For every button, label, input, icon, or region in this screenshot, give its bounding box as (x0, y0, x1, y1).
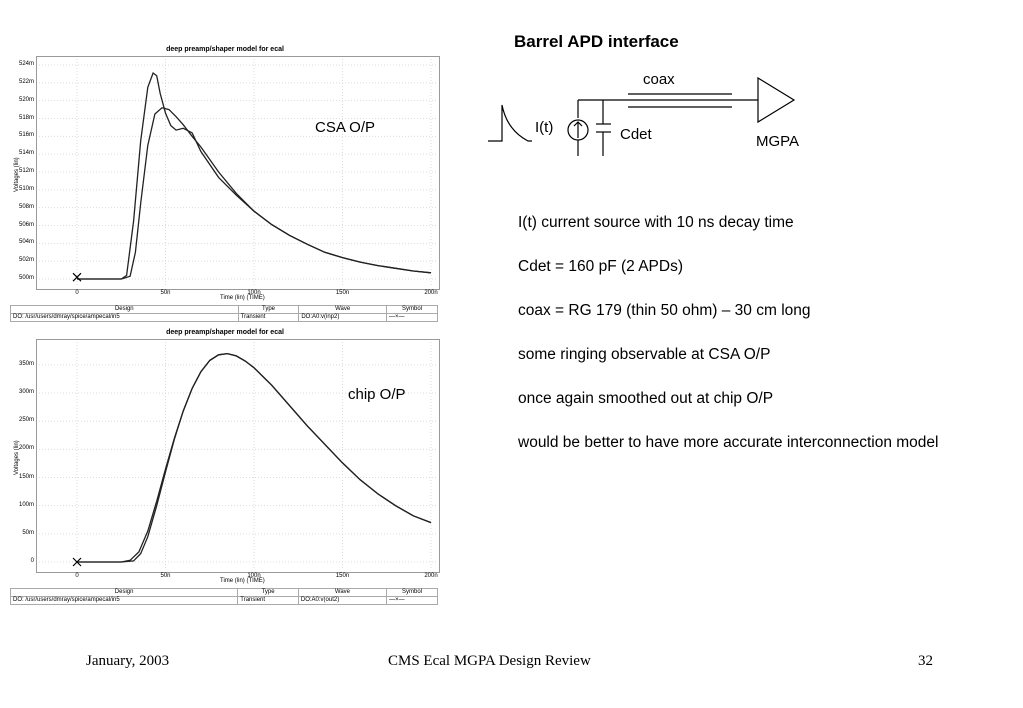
legend-wave: DO:A0:v(out2) (298, 597, 386, 605)
y-tick-label: 524m (18, 61, 34, 67)
legend-h-symbol: Symbol (387, 589, 438, 597)
x-tick-label: 200n (424, 290, 438, 296)
legend-h-type: Type (238, 589, 299, 597)
footer-page: 32 (918, 653, 933, 669)
y-tick-label: 0 (30, 558, 34, 564)
pulse-shape (488, 105, 532, 141)
legend-h-design: Design (11, 589, 238, 597)
bullet-3: coax = RG 179 (thin 50 ohm) – 30 cm long (518, 302, 811, 319)
footer-title: CMS Ecal MGPA Design Review (388, 653, 591, 669)
bullet-4: some ringing observable at CSA O/P (518, 346, 771, 363)
bullet-5: once again smoothed out at chip O/P (518, 390, 774, 407)
legend-h-wave: Wave (299, 306, 387, 314)
legend-type: Transient (238, 597, 299, 605)
legend-symbol: —×— (387, 597, 438, 605)
legend-h-wave: Wave (298, 589, 386, 597)
y-tick-label: 520m (18, 96, 34, 103)
y-tick-label: 150m (18, 473, 34, 480)
y-tick-label: 514m (18, 150, 34, 157)
slide-title: Barrel APD interface (514, 32, 679, 51)
source-label: I(t) (535, 119, 554, 136)
y-tick-label: 500m (18, 275, 34, 281)
legend-h-symbol: Symbol (386, 306, 437, 314)
y-axis-label: Voltages (lin) (14, 440, 20, 475)
x-tick-label: 150n (335, 573, 350, 579)
x-axis-label: Time (lin) (TIME) (220, 295, 265, 301)
y-tick-label: 510m (18, 185, 34, 192)
footer-date: January, 2003 (86, 653, 170, 669)
cap-label: Cdet (620, 126, 652, 143)
y-tick-label: 508m (18, 203, 34, 210)
bullet-6: would be better to have more accurate interconnection model (518, 434, 939, 451)
y-tick-label: 300m (18, 389, 34, 396)
legend-h-design: Design (11, 306, 239, 314)
y-tick-label: 512m (18, 168, 34, 174)
x-tick-label: 50n (160, 290, 171, 296)
legend-design: DO: /usr/users/dmray/spice/ampecal/in5 (11, 314, 239, 322)
y-tick-label: 506m (18, 221, 34, 228)
chart-title: deep preamp/shaper model for ecal (166, 329, 284, 336)
legend-table (10, 305, 438, 322)
schematic (480, 60, 820, 170)
x-tick-label: 50n (160, 573, 171, 579)
x-ticks (10, 327, 440, 617)
legend-wave: DO:A0:v(inp2) (299, 314, 387, 322)
y-tick-label: 502m (18, 257, 34, 264)
y-tick-label: 100m (18, 501, 34, 508)
y-tick-label: 50m (22, 529, 34, 536)
x-tick-label: 100n (247, 573, 261, 579)
x-tick-label: 100n (247, 290, 261, 296)
y-tick-label: 504m (18, 239, 34, 246)
y-tick-label: 350m (18, 360, 34, 367)
chart-title: deep preamp/shaper model for ecal (166, 46, 284, 53)
y-tick-label: 522m (18, 78, 34, 85)
csa-annotation: CSA O/P (315, 119, 376, 136)
x-axis-label: Time (lin) (TIME) (220, 578, 265, 584)
chart-chip (10, 327, 440, 617)
legend-symbol: —×— (386, 314, 437, 322)
legend-type: Transient (238, 314, 299, 322)
y-tick-label: 516m (18, 132, 34, 139)
chip-annotation: chip O/P (348, 386, 406, 403)
amp-triangle (758, 78, 794, 122)
amp-label: MGPA (756, 133, 800, 150)
y-tick-label: 250m (18, 417, 34, 424)
x-tick-label: 0 (75, 573, 79, 579)
legend-h-type: Type (238, 306, 299, 314)
x-tick-label: 150n (335, 290, 350, 296)
bullet-2: Cdet = 160 pF (2 APDs) (518, 258, 683, 275)
legend-table (10, 588, 438, 605)
chart-csa (10, 44, 440, 334)
coax-label: coax (643, 71, 675, 88)
y-axis-label: Voltages (lin) (14, 157, 20, 192)
y-tick-label: 518m (18, 114, 34, 121)
x-tick-label: 200n (424, 573, 438, 579)
y-tick-label: 200m (18, 445, 34, 452)
legend-design: DO: /usr/users/dmray/spice/ampecal/in5 (11, 597, 238, 605)
x-ticks (10, 44, 440, 334)
x-tick-label: 0 (75, 290, 79, 296)
bullet-1: I(t) current source with 10 ns decay time (518, 214, 794, 231)
